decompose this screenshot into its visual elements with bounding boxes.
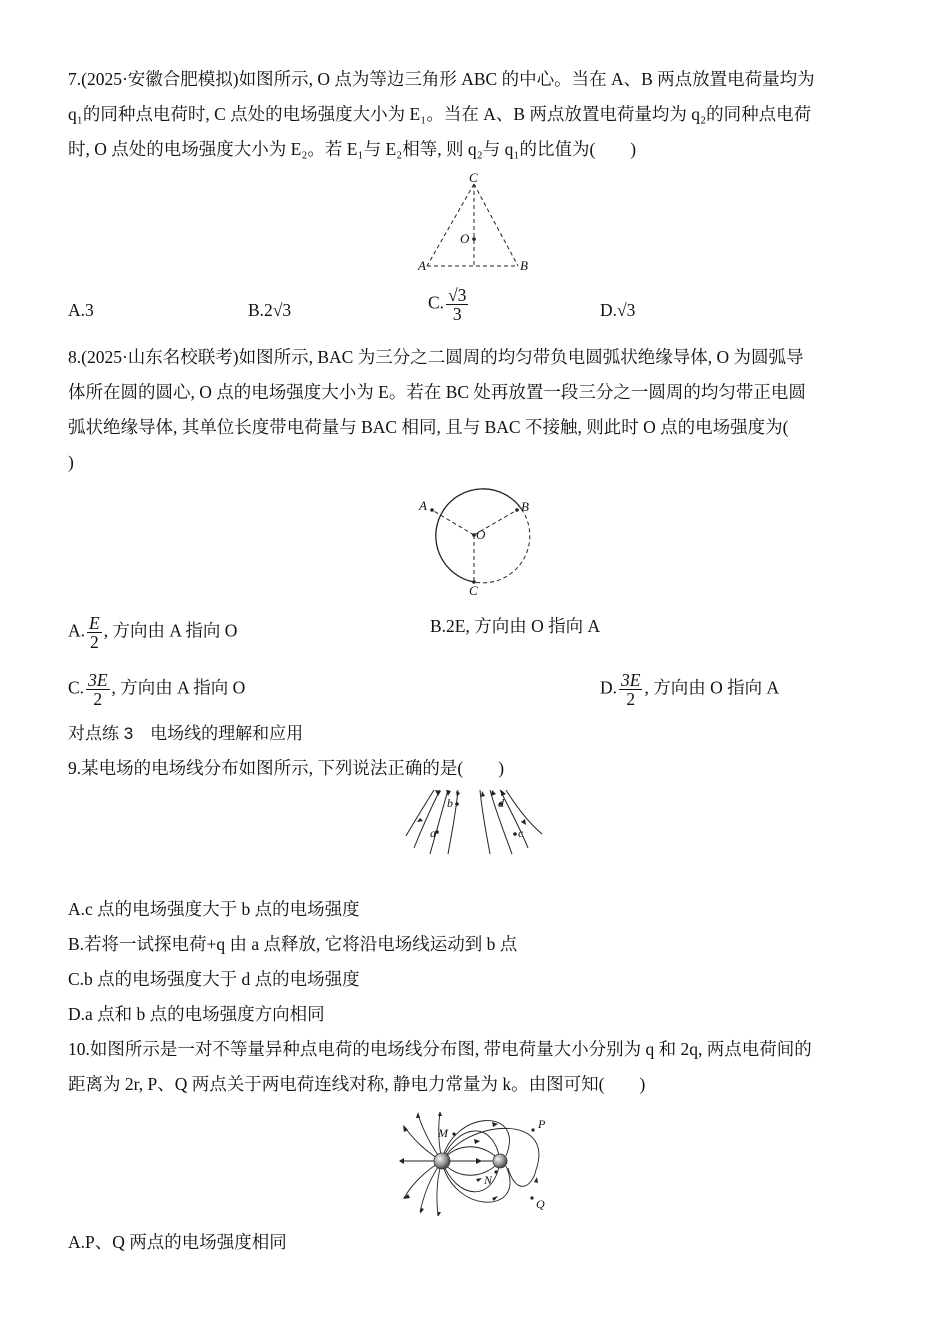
q10-label-m: M: [438, 1126, 448, 1140]
q7-triangle-figure: [410, 170, 540, 280]
q8-label-c: C: [469, 583, 478, 598]
q8-line-3: 弧状绝缘导体, 其单位长度带电荷量与 BAC 相同, 且与 BAC 不接触, 则此时 O 点的电场强度为(: [68, 417, 789, 437]
q8-option-d: D. $\frac{3E}{2}$ , 方向由 O 指向 A: [600, 670, 780, 709]
q9-option-a: A.c 点的电场强度大于 b 点的电场强度: [68, 899, 360, 919]
q7-option-c: C. $\frac{√3}{3}$: [428, 285, 467, 324]
q7-text-1: 如图所示, O 点为等边三角形 ABC 的中心。当在 A、B 两点放置电荷量均为: [238, 69, 815, 89]
q7-option-c-fraction: $\frac{√3}{3}$: [448, 285, 467, 324]
q7-line-3: 时, O 点处的电场强度大小为 E₂。若 E₁与 E₂相等, 则 q₂与 q₁的比值为( ): [68, 139, 637, 159]
q7-line-2: q₁的同种点电荷时, C 点处的电场强度大小为 E₁。当在 A、B 两点放置电荷量均为 q₂的同种点电荷: [68, 104, 812, 124]
q8-source: (2025·山东名校联考): [81, 347, 239, 367]
q7-line-1: [68, 62, 883, 97]
q8-label-b: B: [521, 499, 529, 514]
q9-label-b: b: [447, 796, 453, 810]
q7-label-o: O: [460, 231, 470, 246]
q10-line-2: 距离为 2r, P、Q 两点关于两电荷连线对称, 静电力常量为 k。由图可知( ): [68, 1074, 646, 1094]
q7-number: 7.: [68, 69, 82, 89]
q9-label-c: c: [518, 826, 524, 840]
q10-charge-right: [493, 1154, 507, 1168]
q9-label-d: d: [498, 796, 504, 810]
q9-field-lines-figure: [404, 788, 546, 856]
q8-circle-figure: [410, 488, 540, 600]
q7-option-d: D.√3: [600, 300, 636, 320]
q8-line-4: ): [68, 452, 74, 472]
q7-label-c: C: [469, 170, 478, 185]
q8-label-o: O: [476, 527, 486, 542]
q7-label-a: A: [418, 258, 426, 273]
q10-label-q: Q: [536, 1197, 545, 1211]
q8-option-a: A. $\frac{E}{2}$ , 方向由 A 指向 O: [68, 613, 238, 652]
q10-line-1: 10.如图所示是一对不等量异种点电荷的电场线分布图, 带电荷量大小分别为 q 和 2q, 两点电荷间的: [68, 1039, 812, 1059]
q10-label-p: P: [538, 1117, 546, 1131]
q9-option-b: B.若将一试探电荷+q 由 a 点释放, 它将沿电场线运动到 b 点: [68, 934, 518, 954]
q8-label-a: A: [419, 498, 427, 513]
q7-source: (2025·安徽合肥模拟): [81, 69, 239, 89]
q8-option-c: C. $\frac{3E}{2}$ , 方向由 A 指向 O: [68, 670, 246, 709]
q8-line-1: [68, 340, 883, 375]
q9-option-d: D.a 点和 b 点的电场强度方向相同: [68, 1004, 325, 1024]
q8-number: 8.: [68, 347, 82, 367]
q9-option-c: C.b 点的电场强度大于 d 点的电场强度: [68, 969, 360, 989]
q7-option-b: B.2√3: [248, 300, 292, 320]
q8-text-1: 如图所示, BAC 为三分之二圆周的均匀带负电圆弧状绝缘导体, O 为圆弧导: [238, 347, 804, 367]
q7-label-b: B: [520, 258, 528, 273]
q8-option-b: B.2E, 方向由 O 指向 A: [430, 616, 601, 636]
q7-option-a: A.3: [68, 300, 94, 320]
q10-dipole-figure: [396, 1112, 562, 1216]
q10-option-a: A.P、Q 两点的电场强度相同: [68, 1232, 287, 1252]
q10-label-n: N: [484, 1173, 493, 1187]
q9-stem: 9.某电场的电场线分布如图所示, 下列说法正确的是( ): [68, 758, 505, 778]
section-heading: 对点练 3 电场线的理解和应用: [68, 724, 304, 743]
q9-label-a: a: [430, 826, 436, 840]
q8-line-2: 体所在圆的圆心, O 点的电场强度大小为 E。若在 BC 处再放置一段三分之一圆周的均匀带正电圆: [68, 382, 806, 402]
q10-charge-left: [434, 1153, 450, 1169]
